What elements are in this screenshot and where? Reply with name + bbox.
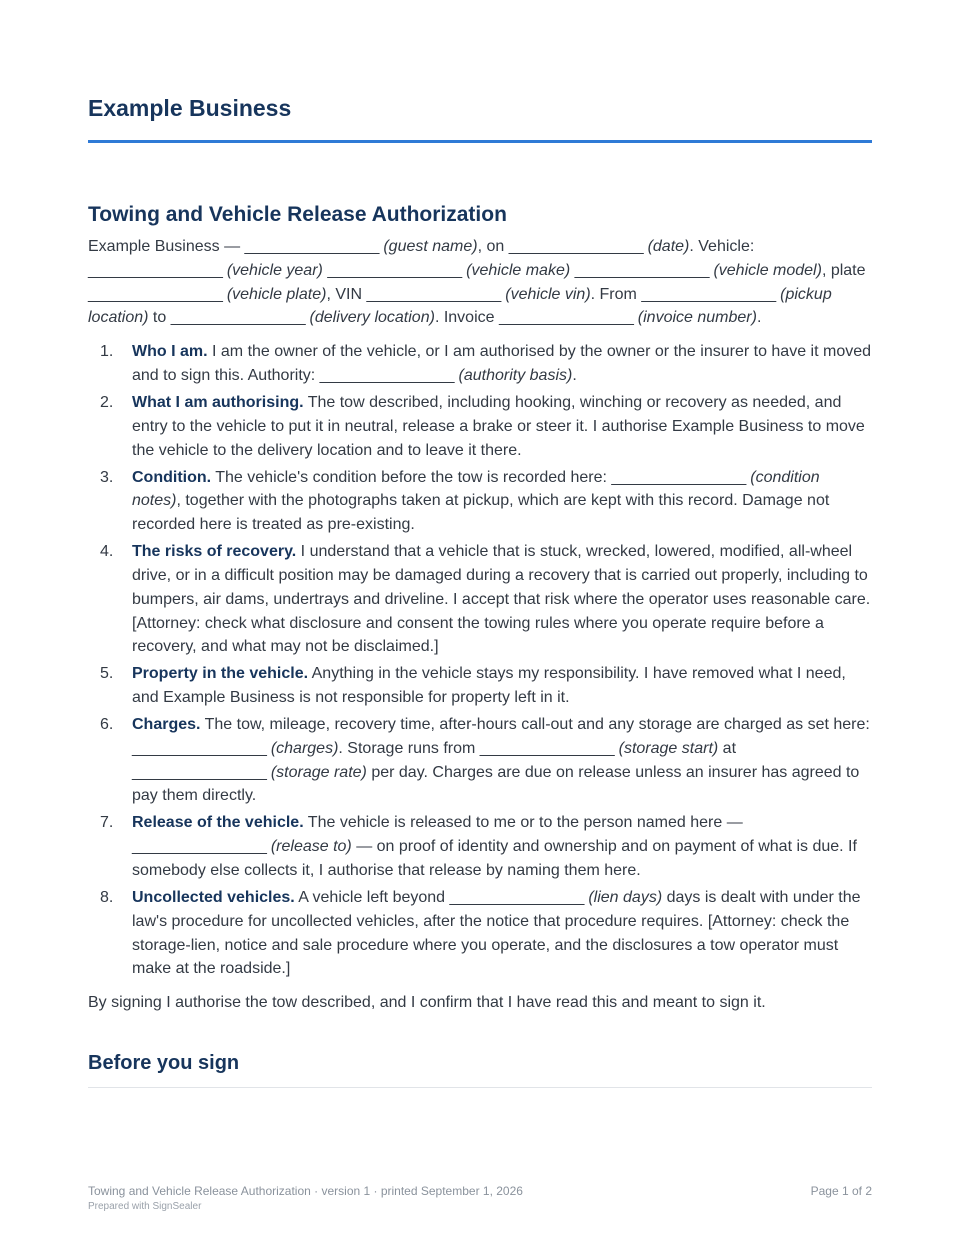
clause-6 bbox=[88, 713, 872, 808]
clause-text: days is dealt with under the law's procedure for uncollected vehicles, after the notice that procedure requires. [Attorney: check the storage-lien, notice and sale procedure where you operate, and the disclosures a tow operator must make at the roadside.] bbox=[132, 889, 861, 978]
clause-text: I understand that a vehicle that is stuck, wrecked, lowered, modified, all-wheel drive, or in a difficult position may be damaged during a recovery that is carried out properly, including to bumpers, air dams, undertrays and driveline. I accept that risk where the operator uses reasonable care. [Attorney: check what disclosure and consent the towing rules where you operate require before a recovery, and what may not be disclaimed.] bbox=[132, 543, 871, 656]
footer-prepared-with: Prepared with SignSealer bbox=[88, 1201, 202, 1212]
hint-pickup-location: (pickup location) bbox=[88, 285, 832, 327]
blank-guest-name: ________________ bbox=[244, 238, 379, 255]
blank-charges: ________________ bbox=[132, 739, 267, 757]
section-title-before-you-sign: Before you sign bbox=[88, 1052, 240, 1074]
clause-8 bbox=[88, 886, 872, 981]
blank-vehicle-vin: ________________ bbox=[366, 285, 501, 303]
hint-vehicle-plate: (vehicle plate) bbox=[226, 285, 327, 303]
clause-text: A vehicle left beyond bbox=[294, 889, 450, 907]
clause-number: 1. bbox=[100, 343, 114, 361]
blank-vehicle-make: ________________ bbox=[327, 261, 462, 279]
hint-delivery-location: (delivery location) bbox=[309, 309, 435, 327]
hint-guest-name: (guest name) bbox=[383, 238, 478, 255]
intro-text: . bbox=[756, 309, 762, 327]
blank-delivery-location: ________________ bbox=[170, 309, 306, 327]
blank-condition-notes: ________________ bbox=[611, 468, 746, 486]
hint-storage-rate: (storage rate) bbox=[270, 763, 367, 781]
clause-5 bbox=[88, 662, 872, 710]
hint-vehicle-year: (vehicle year) bbox=[226, 261, 323, 279]
blank-vehicle-plate: ________________ bbox=[88, 285, 223, 303]
intro-text: Example Business — bbox=[88, 238, 245, 255]
blank-pickup-location: ________________ bbox=[641, 285, 776, 303]
closing-statement: By signing I authorise the tow described, and I confirm that I have read this and meant to sign it. bbox=[88, 994, 766, 1012]
clause-number: 3. bbox=[100, 468, 114, 486]
intro-text: to bbox=[148, 309, 171, 327]
business-name: Example Business bbox=[88, 95, 292, 121]
clause-heading: Charges. bbox=[132, 716, 201, 734]
clause-number: 4. bbox=[100, 543, 114, 561]
hint-invoice-number: (invoice number) bbox=[637, 309, 757, 327]
clause-text: The vehicle is released to me or to the person named here — bbox=[303, 814, 743, 832]
clause-list bbox=[88, 340, 872, 981]
clause-heading: Property in the vehicle. bbox=[132, 665, 309, 683]
clause-2 bbox=[88, 391, 872, 462]
section-rule bbox=[88, 1087, 872, 1088]
clause-3 bbox=[88, 466, 872, 537]
blank-date: ________________ bbox=[508, 238, 644, 255]
hint-authority-basis: (authority basis) bbox=[458, 366, 573, 384]
intro-text: , on bbox=[477, 238, 509, 255]
document-body bbox=[88, 235, 872, 1015]
clause-number: 2. bbox=[100, 393, 114, 411]
blank-invoice-number: ________________ bbox=[498, 309, 634, 327]
clause-1 bbox=[88, 340, 872, 388]
clause-text: . Storage runs from bbox=[338, 739, 480, 757]
clause-7 bbox=[88, 811, 872, 882]
intro-text: , VIN bbox=[326, 285, 367, 303]
intro-text: . From bbox=[590, 285, 642, 303]
clause-text: . bbox=[572, 366, 577, 384]
clause-text: at bbox=[718, 739, 737, 757]
blank-authority-basis: ________________ bbox=[319, 366, 455, 384]
document-title: Towing and Vehicle Release Authorization bbox=[88, 203, 507, 226]
hint-storage-start: (storage start) bbox=[618, 739, 719, 757]
intro-paragraph bbox=[88, 235, 872, 330]
hint-charges: (charges) bbox=[270, 739, 339, 757]
clause-heading: What I am authorising. bbox=[132, 393, 304, 411]
blank-storage-rate: ________________ bbox=[132, 763, 267, 781]
clause-heading: Condition. bbox=[132, 468, 212, 486]
clause-text: — on proof of identity and ownership and on payment of what is due. If somebody else collects it, I authorise that release by naming them here. bbox=[132, 838, 857, 880]
clause-number: 7. bbox=[100, 814, 114, 832]
blank-vehicle-model: ________________ bbox=[574, 261, 709, 279]
blank-release-to: ________________ bbox=[132, 838, 267, 856]
clause-text: The tow described, including hooking, winching or recovery as needed, and entry to the vehicle to put it in neutral, release a brake or steer it. I authorise Example Business to move the vehicle to the delivery location and to leave it there. bbox=[132, 393, 865, 459]
clause-number: 5. bbox=[100, 665, 114, 683]
hint-vehicle-make: (vehicle make) bbox=[466, 261, 571, 279]
footer-document-info: Towing and Vehicle Release Authorization · version 1 · printed September 1, 2026 bbox=[88, 1184, 523, 1198]
hint-release-to: (release to) bbox=[270, 838, 352, 856]
intro-text: . Invoice bbox=[434, 309, 499, 327]
footer-page-number: Page 1 of 2 bbox=[810, 1184, 872, 1198]
clause-text: The vehicle's condition before the tow is recorded here: bbox=[211, 468, 612, 486]
intro-text: , plate bbox=[821, 261, 866, 279]
blank-storage-start: ________________ bbox=[479, 739, 615, 757]
clause-text: per day. Charges are due on release unless an insurer has agreed to pay them directly. bbox=[132, 763, 860, 805]
clause-text: The tow, mileage, recovery time, after-hours call-out and any storage are charged as set here: bbox=[200, 716, 870, 734]
header-rule bbox=[88, 140, 872, 143]
clause-4 bbox=[88, 540, 872, 659]
clause-number: 8. bbox=[100, 889, 114, 907]
clause-text: I am the owner of the vehicle, or I am authorised by the owner or the insurer to have it moved and to sign this. Authority: bbox=[132, 343, 872, 384]
blank-lien-days: ________________ bbox=[449, 889, 584, 907]
clause-heading: Release of the vehicle. bbox=[132, 814, 304, 832]
clause-text: , together with the photographs taken at pickup, which are kept with this record. Damage not recorded here is treated as pre-existing. bbox=[132, 492, 830, 534]
hint-lien-days: (lien days) bbox=[588, 889, 663, 907]
clause-number: 6. bbox=[100, 716, 114, 734]
intro-text: . Vehicle: bbox=[689, 238, 755, 255]
hint-vehicle-model: (vehicle model) bbox=[713, 261, 822, 279]
hint-date: (date) bbox=[647, 238, 690, 255]
clause-text: Anything in the vehicle stays my responsibility. I have removed what I need, and Example Business is not responsible for property left in it. bbox=[132, 665, 846, 707]
clause-heading: Who I am. bbox=[132, 343, 208, 361]
clause-heading: The risks of recovery. bbox=[132, 543, 297, 561]
document-page bbox=[88, 0, 872, 1242]
hint-vehicle-vin: (vehicle vin) bbox=[505, 285, 591, 303]
clause-heading: Uncollected vehicles. bbox=[132, 889, 295, 907]
hint-condition-notes: (condition notes) bbox=[132, 468, 820, 510]
blank-vehicle-year: ________________ bbox=[88, 261, 223, 279]
